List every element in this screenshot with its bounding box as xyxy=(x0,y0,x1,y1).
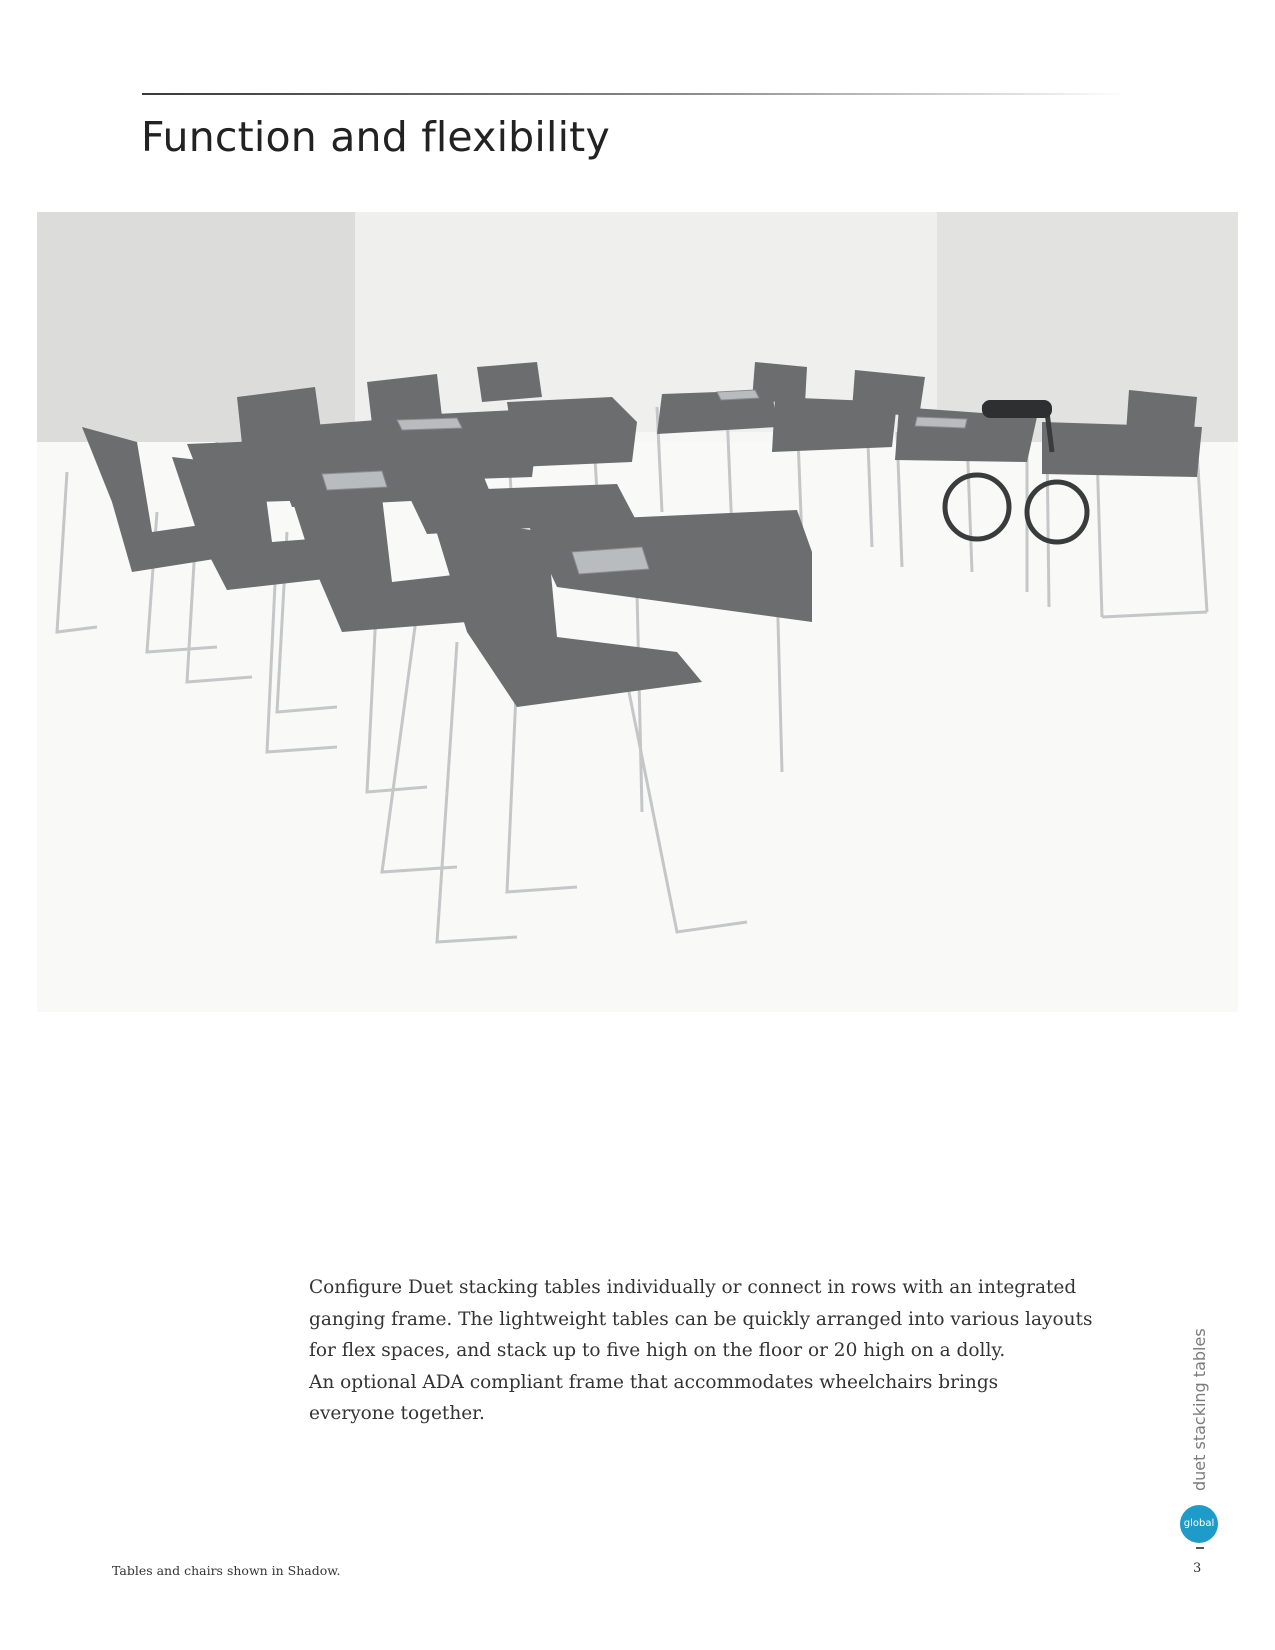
body-paragraph xyxy=(309,1272,1093,1430)
page-divider xyxy=(1196,1547,1204,1549)
body-line: for flex spaces, and stack up to five high on the floor or 20 high on a dolly. xyxy=(309,1340,1006,1361)
body-line: An optional ADA compliant frame that accommodates wheelchairs brings xyxy=(309,1371,999,1393)
product-photo xyxy=(37,212,1238,1012)
side-section-label: duet stacking tables xyxy=(1190,1328,1209,1491)
global-logo: global xyxy=(1180,1505,1218,1543)
body-line: ganging frame. The lightweight tables can be quickly arranged into various layouts xyxy=(309,1308,1093,1330)
header-rule xyxy=(142,93,1127,95)
page-number: 3 xyxy=(1193,1561,1202,1576)
page-title: Function and flexibility xyxy=(141,113,610,161)
photo-caption: Tables and chairs shown in Shadow. xyxy=(112,1563,341,1578)
body-line: Configure Duet stacking tables individually or connect in rows with an integrated xyxy=(309,1277,1077,1298)
body-line: everyone together. xyxy=(309,1403,485,1424)
